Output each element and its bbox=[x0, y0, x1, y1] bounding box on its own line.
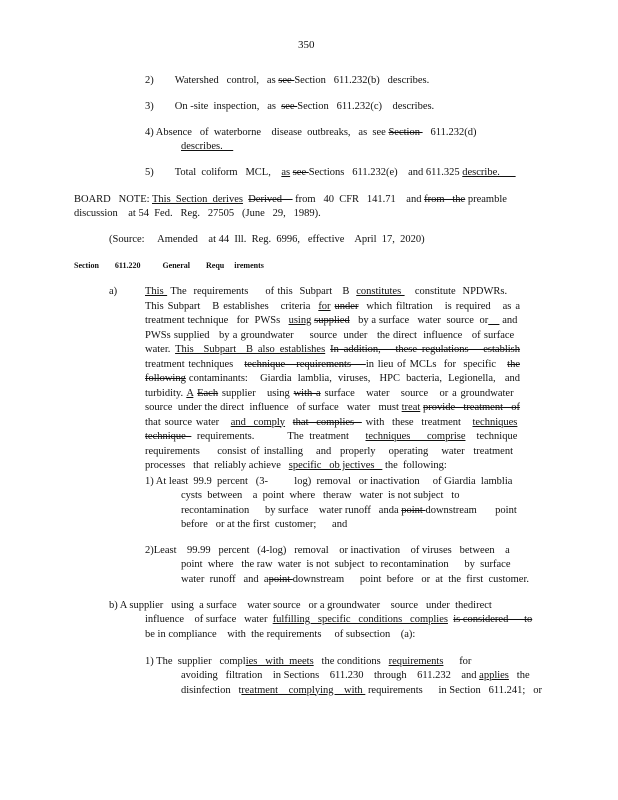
list-item-2: 2) Watershed control, as see Section 611.232(b) describes. bbox=[145, 75, 430, 86]
para-b-item-1: 1) The supplier complies with meets the conditions requirements for bbox=[145, 656, 472, 667]
para-b-item-1-cont: avoiding filtration in Sections 611.230 through 611.232 and applies the disinfection treatment complying with requirements in Section 611.241; or bbox=[181, 670, 542, 696]
board-note-cont: discussion at 54 Fed. Reg. 27505 (June 29, 1989). bbox=[74, 208, 321, 219]
board-note: BOARD NOTE: This Section derives Derived from 40 CFR 141.71 and from the preamble bbox=[74, 194, 507, 205]
para-b-cont: influence of surface water fulfilling specific conditions complies is considered to be in compliance with the requirements of subsection (a): bbox=[145, 614, 533, 640]
para-a-item-1: 1) At least 99.9 percent (3- log) removal or inactivation of Giardia lamblia bbox=[145, 476, 513, 487]
list-item-3: 3) On -site inspection, as see Section 611.232(c) describes. bbox=[145, 101, 435, 112]
para-a-item-2: 2)Least 99.99 percent (4-log) removal or inactivation of viruses between a bbox=[145, 545, 510, 556]
list-item-5: 5) Total coliform MCL, as see Sections 611.232(e) and 611.325 describe. bbox=[145, 167, 516, 178]
section-heading: Section 611.220 General Requ irements bbox=[74, 261, 264, 270]
para-b: b) A supplier using a surface water source or a groundwater source under thedirect bbox=[109, 600, 492, 611]
para-a-item-2-cont: point where the raw water is not subject to recontamination by surface water runoff and apoint downstream point before or at the first customer. bbox=[181, 559, 529, 585]
list-item-4-cont: describes. bbox=[181, 141, 234, 152]
para-a-text: This The requirements of this Subpart B constitutes constitute NPDWRs. This Subpart B establishes criteria for under which filtration is required as a treatment technique for PWSs using supplied by a surface water source or and PWSs supplied by a groundwater source under the direct influence of surface water. This Subpart B also establishes In addition, these regulations establish treatment techniques technique requirements in lieu of MCLs for specific the following contaminants: Giardia lamblia, viruses, HPC bacteria, Legionella, and turbidity. A Each supplier using with a surface water source or a groundwater source under the direct influence of surface water must treat provide treatment of that source water and comply that complies with these treatment techniques technique requirements. The treatment techniques comprise technique requirements consist of installing and properly operating water treatment processes that reliably achieve specific ob jectives the following: bbox=[145, 286, 521, 471]
source-note: (Source: Amended at 44 Ill. Reg. 6996, effective April 17, 2020) bbox=[109, 234, 425, 245]
list-item-4: 4) Absence of waterborne disease outbreaks, as see Section 611.232(d) bbox=[145, 127, 477, 138]
para-a-label: a) bbox=[109, 286, 118, 297]
page-number: 350 bbox=[298, 39, 315, 51]
para-a-item-1-cont: cysts between a point where theraw water is not subject to recontamination by surface water runoff anda point downstream point before or at the first customer; and bbox=[181, 490, 517, 530]
